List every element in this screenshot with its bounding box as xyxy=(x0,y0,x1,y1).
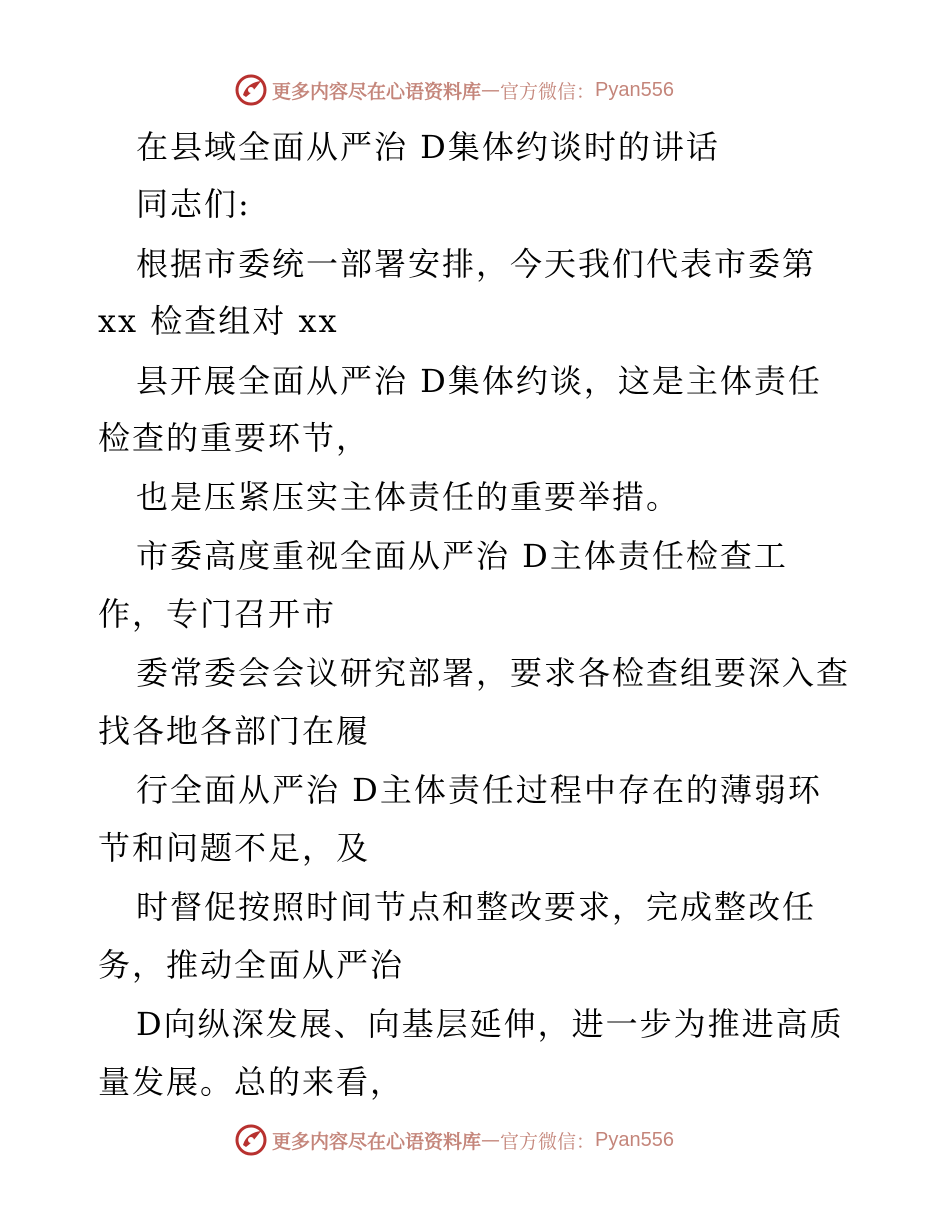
banner-wechat-label: 官方微信： xyxy=(500,80,596,103)
banner-wechat-id: Pyan556 xyxy=(595,78,674,101)
text-line: 县开展全面从严治 D集体约谈，这是主体责任 xyxy=(136,362,822,400)
header-banner xyxy=(234,72,674,108)
text-line: 检查的重要环节， xyxy=(98,419,371,457)
text-line: 市委高度重视全面从严治 D主体责任检查工 xyxy=(136,537,788,575)
footer-banner xyxy=(234,1122,674,1158)
brand-logo-icon xyxy=(234,73,268,107)
banner-site-name: 更多内容尽在心语资料库 xyxy=(272,1130,482,1153)
text-line: 节和问题不足，及 xyxy=(98,829,371,867)
banner-wechat-id: Pyan556 xyxy=(595,1128,674,1151)
banner-site-name: 更多内容尽在心语资料库 xyxy=(272,80,482,103)
brand-logo-icon xyxy=(234,1123,268,1157)
banner-separator: — xyxy=(481,79,501,101)
banner-wechat-label: 官方微信： xyxy=(500,1130,596,1153)
text-line: 务，推动全面从严治 xyxy=(98,946,405,984)
text-line: 量发展。总的来看， xyxy=(98,1063,405,1101)
text-line: 行全面从严治 D主体责任过程中存在的薄弱环 xyxy=(136,771,822,809)
text-line: 根据市委统一部署安排，今天我们代表市委第 xyxy=(136,245,817,283)
text-line: D向纵深发展、向基层延伸，进一步为推进高质 xyxy=(136,1005,844,1043)
salutation: 同志们: xyxy=(136,185,251,223)
banner-separator: — xyxy=(481,1129,501,1151)
text-line: 时督促按照时间节点和整改要求，完成整改任 xyxy=(136,888,817,926)
text-line: 作，专门召开市 xyxy=(98,595,337,633)
text-line: 找各地各部门在履 xyxy=(98,712,371,750)
text-line: 委常委会会议研究部署，要求各检查组要深入查 xyxy=(136,654,851,692)
document-title: 在县域全面从严治 D集体约谈时的讲话 xyxy=(136,128,720,166)
text-line: xx 检查组对 xx xyxy=(98,302,339,340)
text-line: 也是压紧压实主体责任的重要举措。 xyxy=(136,478,681,516)
